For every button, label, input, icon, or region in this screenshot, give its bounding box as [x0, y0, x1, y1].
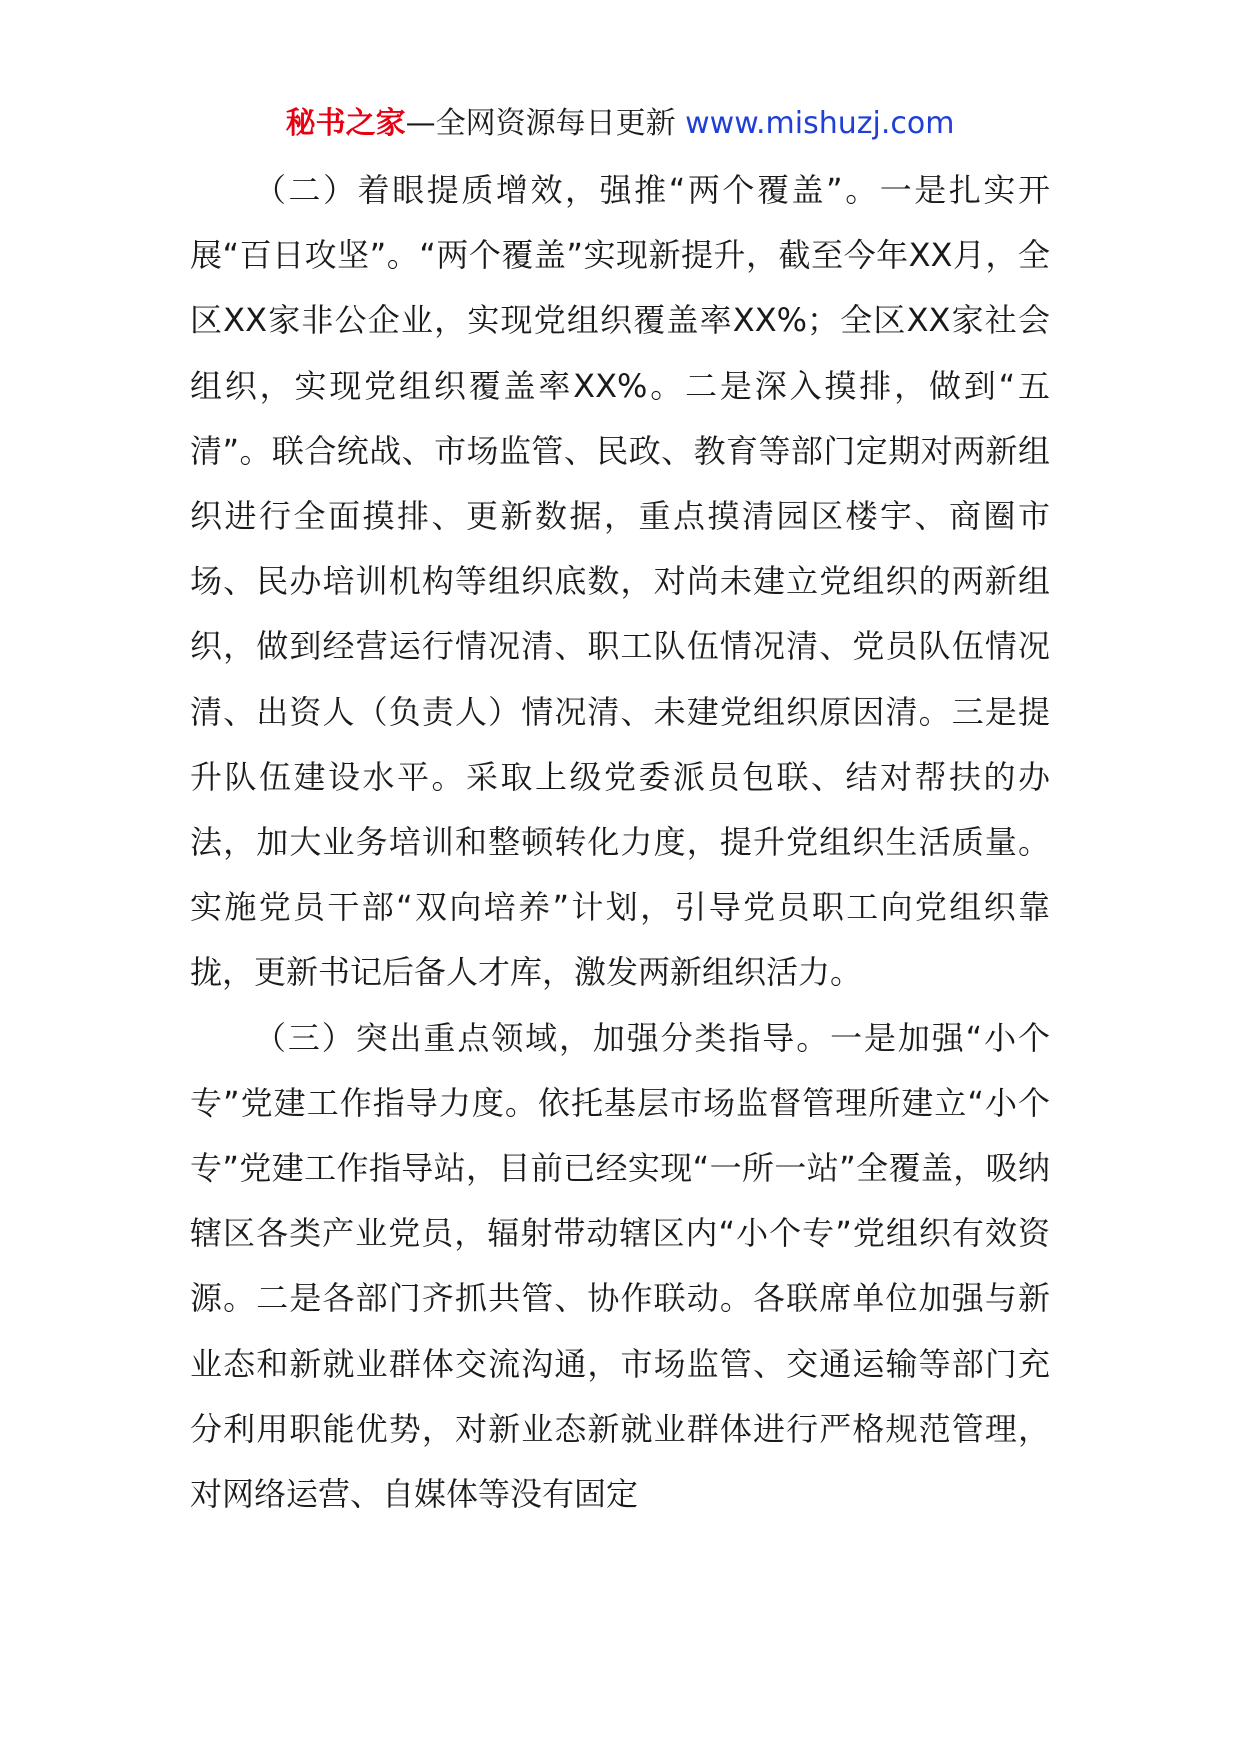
site-brand-name: 秘书之家: [285, 106, 406, 141]
document-body: [190, 158, 1050, 1527]
site-watermark-header: [0, 104, 1240, 144]
site-url: www.mishuzj.com: [685, 106, 955, 141]
paragraph-section-2: （二）着眼提质增效，强推“两个覆盖”。一是扎实开展“百日攻坚”。“两个覆盖”实现新提升，截至今年XX月，全区XX家非公企业，实现党组织覆盖率XX%；全区XX家社会组织，实现党组织覆盖率XX%。二是深入摸排，做到“五清”。联合统战、市场监管、民政、教育等部门定期对两新组织进行全面摸排、更新数据，重点摸清园区楼宇、商圈市场、民办培训机构等组织底数，对尚未建立党组织的两新组织，做到经营运行情况清、职工队伍情况清、党员队伍情况清、出资人（负责人）情况清、未建党组织原因清。三是提升队伍建设水平。采取上级党委派员包联、结对帮扶的办法，加大业务培训和整顿转化力度，提升党组织生活质量。实施党员干部“双向培养”计划，引导党员职工向党组织靠拢，更新书记后备人才库，激发两新组织活力。: [190, 171, 1050, 992]
paragraph-section-3: （三）突出重点领域，加强分类指导。一是加强“小个专”党建工作指导力度。依托基层市场监督管理所建立“小个专”党建工作指导站，目前已经实现“一所一站”全覆盖，吸纳辖区各类产业党员，辐射带动辖区内“小个专”党组织有效资源。二是各部门齐抓共管、协作联动。各联席单位加强与新业态和新就业群体交流沟通，市场监管、交通运输等部门充分利用职能优势，对新业态新就业群体进行严格规范管理，对网络运营、自媒体等没有固定: [190, 1018, 1050, 1514]
site-tagline: —全网资源每日更新: [405, 106, 686, 141]
